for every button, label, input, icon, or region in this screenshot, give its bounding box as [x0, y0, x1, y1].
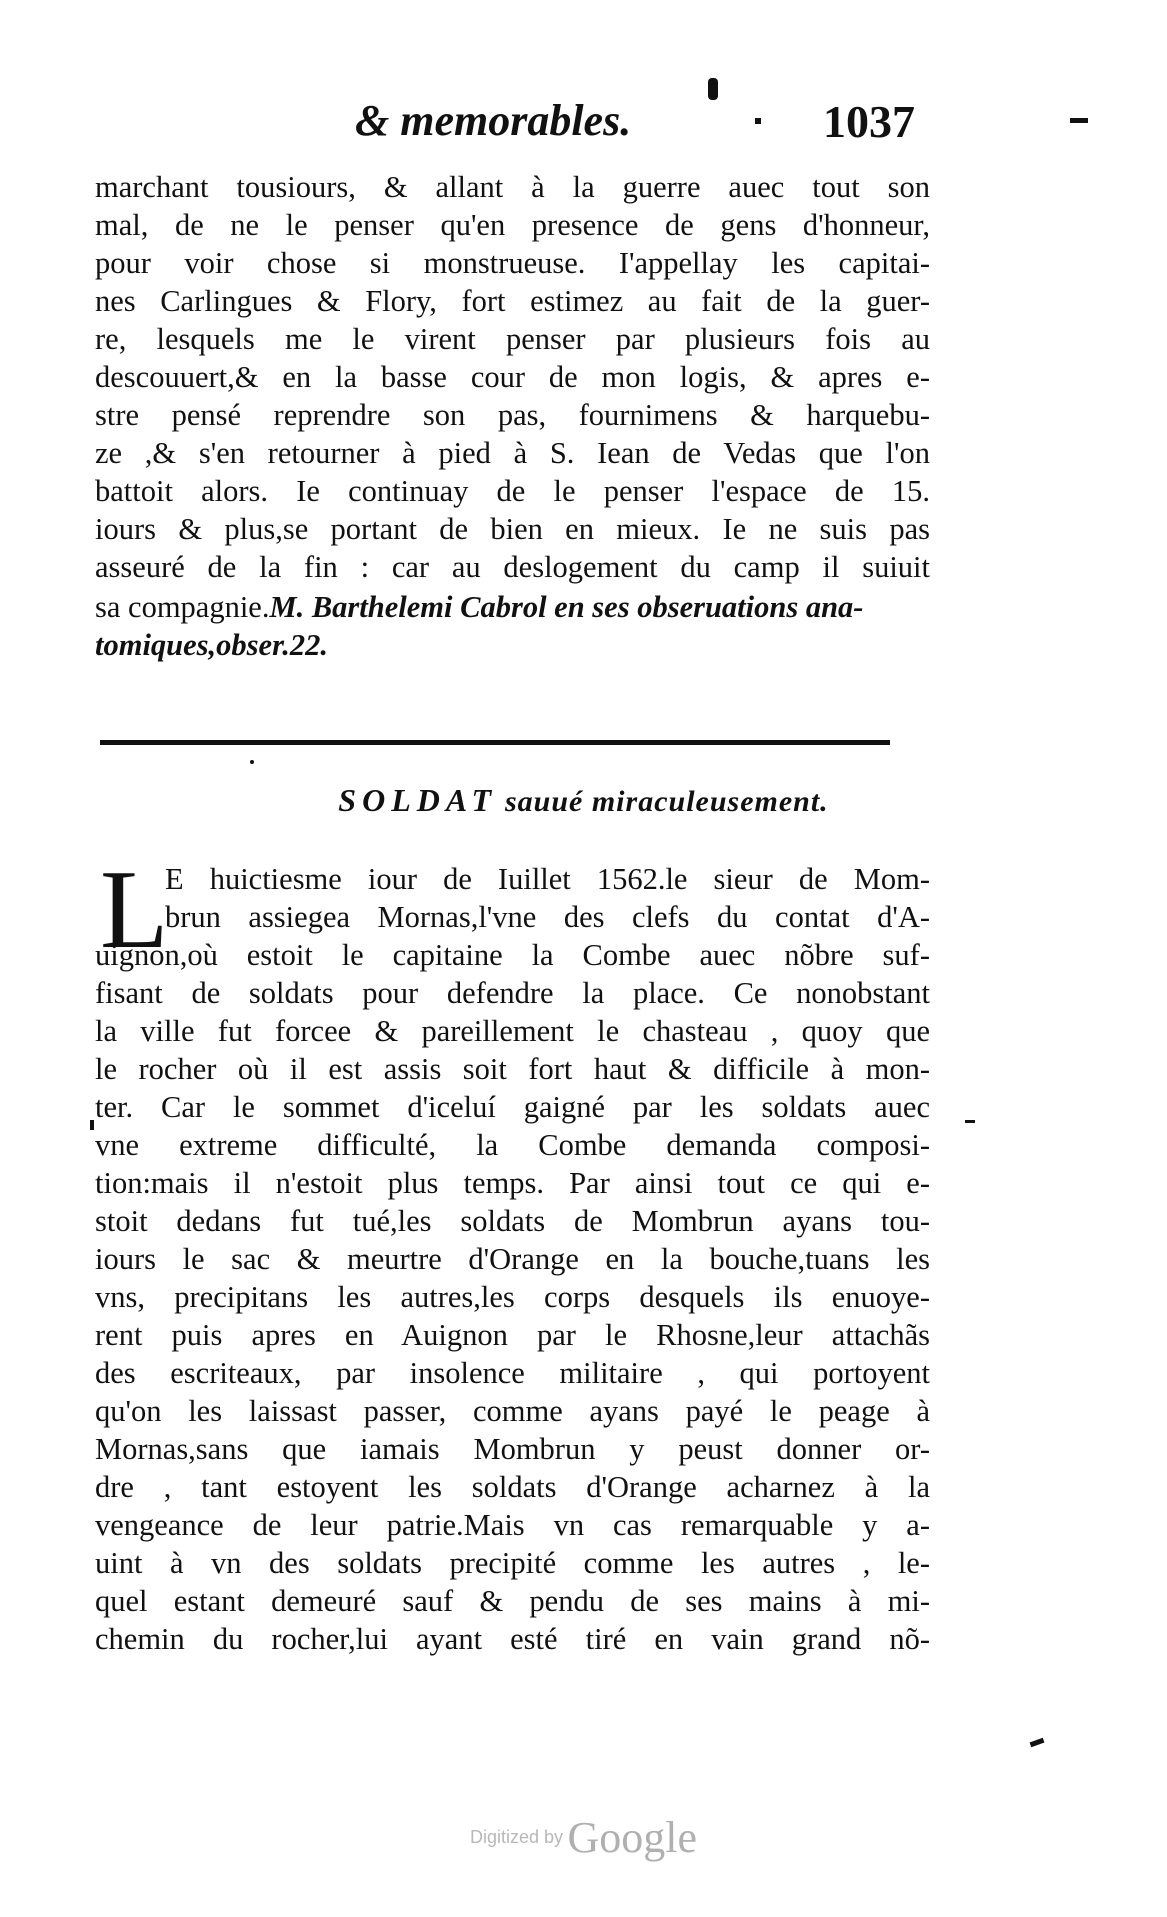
text-line: iours & plus,se portant de bien en mieux. Ie ne suis pas	[95, 512, 930, 546]
text-line: re, lesquels me le virent penser par plusieurs fois au	[95, 322, 930, 356]
text-line: chemin du rocher,lui ayant esté tiré en vain grand nõ-	[95, 1622, 930, 1656]
citation-lead: sa compagnie.	[95, 590, 270, 624]
text-line: stoit dedans fut tué,les soldats de Mombrun ayans tou-	[95, 1204, 930, 1238]
text-line: descouuert,& en la basse cour de mon logis, & apres e-	[95, 360, 930, 394]
text-line: Mornas,sans que iamais Mombrun y peust donner or-	[95, 1432, 930, 1466]
citation-source: M. Barthelemi Cabrol en ses obseruations ana-	[269, 590, 864, 624]
text-line: fisant de soldats pour defendre la place. Ce nonobstant	[95, 976, 930, 1010]
watermark-digitized-by: Digitized by	[469, 1827, 564, 1847]
text-line: ter. Car le sommet d'iceluí gaigné par les soldats auec	[95, 1090, 930, 1124]
running-head	[355, 95, 915, 165]
text-line: stre pensé reprendre son pas, fournimens & harquebu-	[95, 398, 930, 432]
text-line: vns, precipitans les autres,les corps desquels ils enuoye-	[95, 1280, 930, 1314]
text-line: nes Carlingues & Flory, fort estimez au fait de la guer-	[95, 284, 930, 318]
text-line: vengeance de leur patrie.Mais vn cas remarquable y a-	[95, 1508, 930, 1542]
citation-reference: tomiques,obser.22.	[95, 628, 329, 662]
text-line: la ville fut forcee & pareillement le chasteau , quoy que	[95, 1014, 930, 1048]
text-line: marchant tousiours, & allant à la guerre auec tout son	[95, 170, 930, 204]
text-line: dre , tant estoyent les soldats d'Orange acharnez à la	[95, 1470, 930, 1504]
text-line: vne extreme difficulté, la Combe demanda composi-	[95, 1128, 930, 1162]
text-line: pour voir chose si monstrueuse. I'appellay les capitai-	[95, 246, 930, 280]
text-line: battoit alors. Ie continuay de le penser l'espace de 15.	[95, 474, 930, 508]
watermark-brand: Google	[567, 1813, 698, 1862]
citation-line	[95, 590, 863, 625]
text-line: uint à vn des soldats precipité comme les autres , le-	[95, 1546, 930, 1580]
citation-line	[95, 628, 328, 663]
drop-cap: L	[100, 848, 169, 972]
running-head-title: & memorables.	[355, 96, 632, 145]
page-number: 1037	[823, 96, 915, 147]
ink-speck	[250, 760, 254, 764]
ink-blot	[708, 78, 718, 100]
margin-mark	[1030, 1738, 1045, 1747]
section-heading	[0, 782, 1167, 826]
margin-mark	[965, 1120, 975, 1123]
margin-mark	[90, 1120, 94, 1130]
text-line: asseuré de la fin : car au deslogement du camp il suiuit	[95, 550, 930, 584]
text-line: brun assiegea Mornas,l'vne des clefs du contat d'A-	[165, 900, 930, 934]
text-line: E huictiesme iour de Iuillet 1562.le sieur de Mom-	[165, 862, 930, 896]
text-line: uignon,où estoit le capitaine la Combe auec nõbre suf-	[95, 938, 930, 972]
text-line: qu'on les laissast passer, comme ayans payé le peage à	[95, 1394, 930, 1428]
margin-mark	[1070, 118, 1088, 123]
ink-speck	[755, 118, 761, 124]
text-line: mal, de ne le penser qu'en presence de gens d'honneur,	[95, 208, 930, 242]
text-line: iours le sac & meurtre d'Orange en la bouche,tuans les	[95, 1242, 930, 1276]
text-line: ze ,& s'en retourner à pied à S. Iean de Vedas que l'on	[95, 436, 930, 470]
text-line: rent puis apres en Auignon par le Rhosne,leur attachãs	[95, 1318, 930, 1352]
digitization-watermark	[0, 1812, 1167, 1863]
text-line: des escriteaux, par insolence militaire , qui portoyent	[95, 1356, 930, 1390]
text-line: tion:mais il n'estoit plus temps. Par ainsi tout ce qui e-	[95, 1166, 930, 1200]
text-line: quel estant demeuré sauf & pendu de ses mains à mi-	[95, 1584, 930, 1618]
section-heading-caps: SOLDAT	[338, 782, 497, 818]
text-line: le rocher où il est assis soit fort haut & difficile à mon-	[95, 1052, 930, 1086]
section-heading-rest: sauué miraculeusement.	[504, 785, 829, 818]
section-divider	[100, 740, 890, 745]
